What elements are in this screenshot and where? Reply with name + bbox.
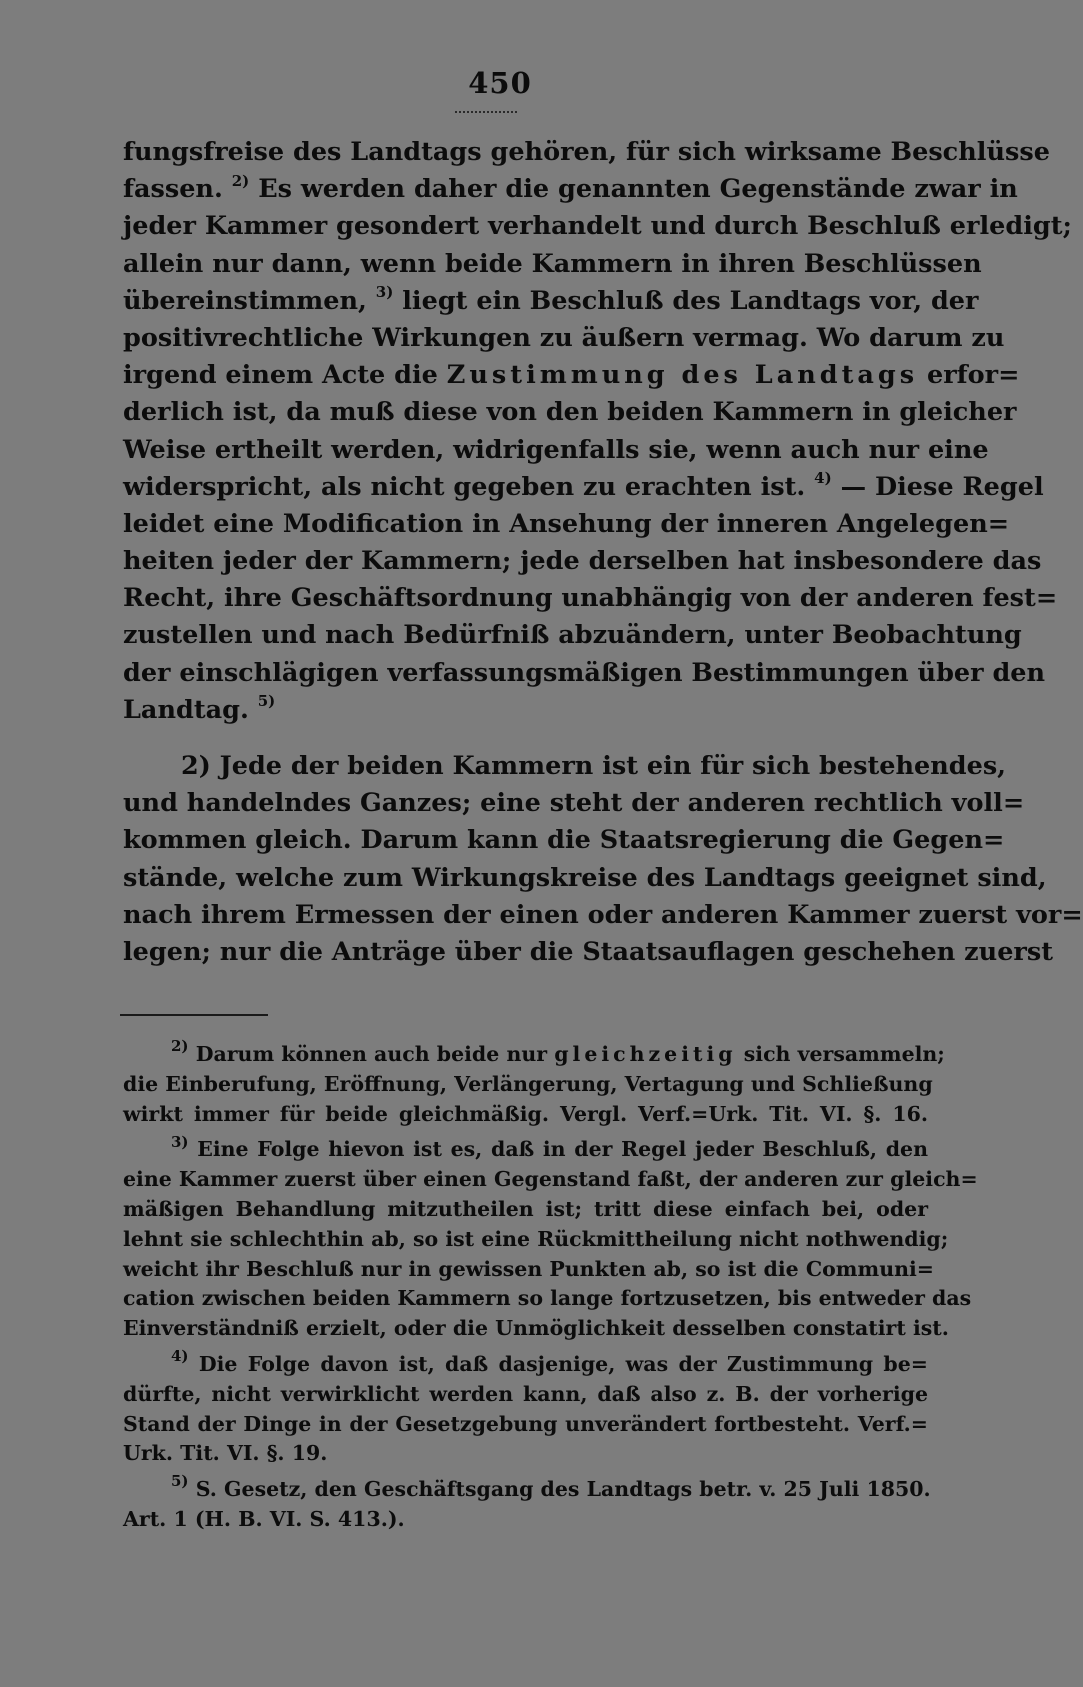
footnote-line: $^{5)}$ S. Gesetz, den Geschäftsgang des Landtags betr. v. 25 Juli 1850. xyxy=(171,1472,931,1502)
text-line: der einschlägigen verfassungsmäßigen Bestimmungen über den xyxy=(123,657,1046,688)
text-line: nach ihrem Ermessen der einen oder anderen Kammer zuerst vor= xyxy=(123,899,1083,930)
footnote-ref: 2) xyxy=(231,171,250,190)
header-rule xyxy=(455,111,517,113)
text-line: irgend einem Acte die Zustimmung des Landtags erfor= xyxy=(123,360,1020,391)
text-line: Recht, ihre Geschäftsordnung unabhängig von der anderen fest= xyxy=(123,583,1058,614)
text-line: derlich ist, da muß diese von den beiden Kammern in gleicher xyxy=(123,397,1017,428)
emphasized-text: gleichzeitig xyxy=(554,1042,737,1066)
footnote-line: dürfte, nicht verwirklicht werden kann, daß also z. B. der vorherige xyxy=(123,1381,928,1406)
footnote-line: Urk. Tit. VI. §. 19. xyxy=(123,1441,328,1466)
footnote-line: wirkt immer für beide gleichmäßig. Vergl. Verf.=Urk. Tit. VI. §. 16. xyxy=(123,1101,928,1126)
text-line: heiten jeder der Kammern; jede derselben hat insbesondere das xyxy=(123,546,1042,577)
page-number: 450 xyxy=(468,66,532,100)
text-line: 2) Jede der beiden Kammern ist ein für sich bestehendes, xyxy=(181,751,1007,781)
footnote-2 xyxy=(123,1037,945,1129)
footnotes xyxy=(123,1037,978,1535)
footnote-ref: 3) xyxy=(375,283,394,302)
text-line: kommen gleich. Darum kann die Staatsregierung die Gegen= xyxy=(123,825,1005,856)
text-line: Landtag. $^{5)}$ xyxy=(123,692,276,725)
footnote-marker: 2) xyxy=(171,1037,189,1056)
footnote-marker: 3) xyxy=(171,1132,189,1151)
footnote-marker: 4) xyxy=(171,1347,189,1366)
footnote-line: die Einberufung, Eröffnung, Verlängerung, Vertagung und Schließung xyxy=(123,1071,933,1096)
emphasized-text: Zustimmung des Landtags xyxy=(446,360,919,391)
footnote-line: $^{4)}$ Die Folge davon ist, daß dasjenige, was der Zustimmung be= xyxy=(171,1347,928,1376)
footnote-4 xyxy=(123,1347,928,1469)
text-line: fungsfreise des Landtags gehören, für sich wirksame Beschlüsse xyxy=(123,137,1050,167)
footnote-line: lehnt sie schlechthin ab, so ist eine Rückmittheilung nicht nothwendig; xyxy=(123,1226,949,1251)
footnote-3 xyxy=(123,1132,978,1344)
text-line: Weise ertheilt werden, widrigenfalls sie, wenn auch nur eine xyxy=(123,434,989,465)
footnote-line: $^{2)}$ Darum können auch beide nur gleichzeitig sich versammeln; xyxy=(171,1037,945,1066)
text-line: positivrechtliche Wirkungen zu äußern vermag. Wo darum zu xyxy=(123,322,1005,353)
footnote-line: cation zwischen beiden Kammern so lange fortzusetzen, bis entweder das xyxy=(123,1286,972,1311)
text-line: leidet eine Modification in Ansehung der inneren Angelegen= xyxy=(123,508,1010,539)
text-line: widerspricht, als nicht gegeben zu erachten ist. $^{4)}$ — Diese Regel xyxy=(123,469,1044,502)
footnote-line: weicht ihr Beschluß nur in gewissen Punkten ab, so ist die Communi= xyxy=(123,1256,934,1281)
footnote-marker: 5) xyxy=(171,1472,189,1491)
footnote-ref: 5) xyxy=(257,692,276,711)
text-line: jeder Kammer gesondert verhandelt und durch Beschluß erledigt; xyxy=(123,211,1072,242)
text-line: allein nur dann, wenn beide Kammern in ihren Beschlüssen xyxy=(123,248,982,279)
main-text xyxy=(123,134,1083,971)
footnote-line: Stand der Dinge in der Gesetzgebung unverändert fortbesteht. Verf.= xyxy=(123,1411,928,1436)
text-line: legen; nur die Anträge über die Staatsauflagen geschehen zuerst xyxy=(123,936,1053,967)
text-line: zustellen und nach Bedürfniß abzuändern, unter Beobachtung xyxy=(123,620,1022,651)
footnote-ref: 4) xyxy=(814,469,832,488)
footnote-line: mäßigen Behandlung mitzutheilen ist; tritt diese einfach bei, oder xyxy=(123,1196,928,1221)
footnote-5 xyxy=(123,1472,931,1535)
text-line: und handelndes Ganzes; eine steht der anderen rechtlich voll= xyxy=(123,788,1025,819)
footnote-line: $^{3)}$ Eine Folge hievon ist es, daß in der Regel jeder Beschluß, den xyxy=(171,1132,928,1162)
text-line: übereinstimmen, $^{3)}$ liegt ein Beschluß des Landtags vor, der xyxy=(123,283,979,316)
footnote-line: Einverständniß erzielt, oder die Unmöglichkeit desselben constatirt ist. xyxy=(123,1316,949,1341)
footnote-separator xyxy=(120,1014,268,1016)
text-line: fassen. $^{2)}$ Es werden daher die genannten Gegenstände zwar in xyxy=(123,171,1018,205)
text-line: stände, welche zum Wirkungskreise des Landtags geeignet sind, xyxy=(123,862,1047,893)
footnote-line: eine Kammer zuerst über einen Gegenstand faßt, der anderen zur gleich= xyxy=(123,1167,978,1192)
footnote-line: Art. 1 (H. B. VI. S. 413.). xyxy=(123,1506,405,1531)
